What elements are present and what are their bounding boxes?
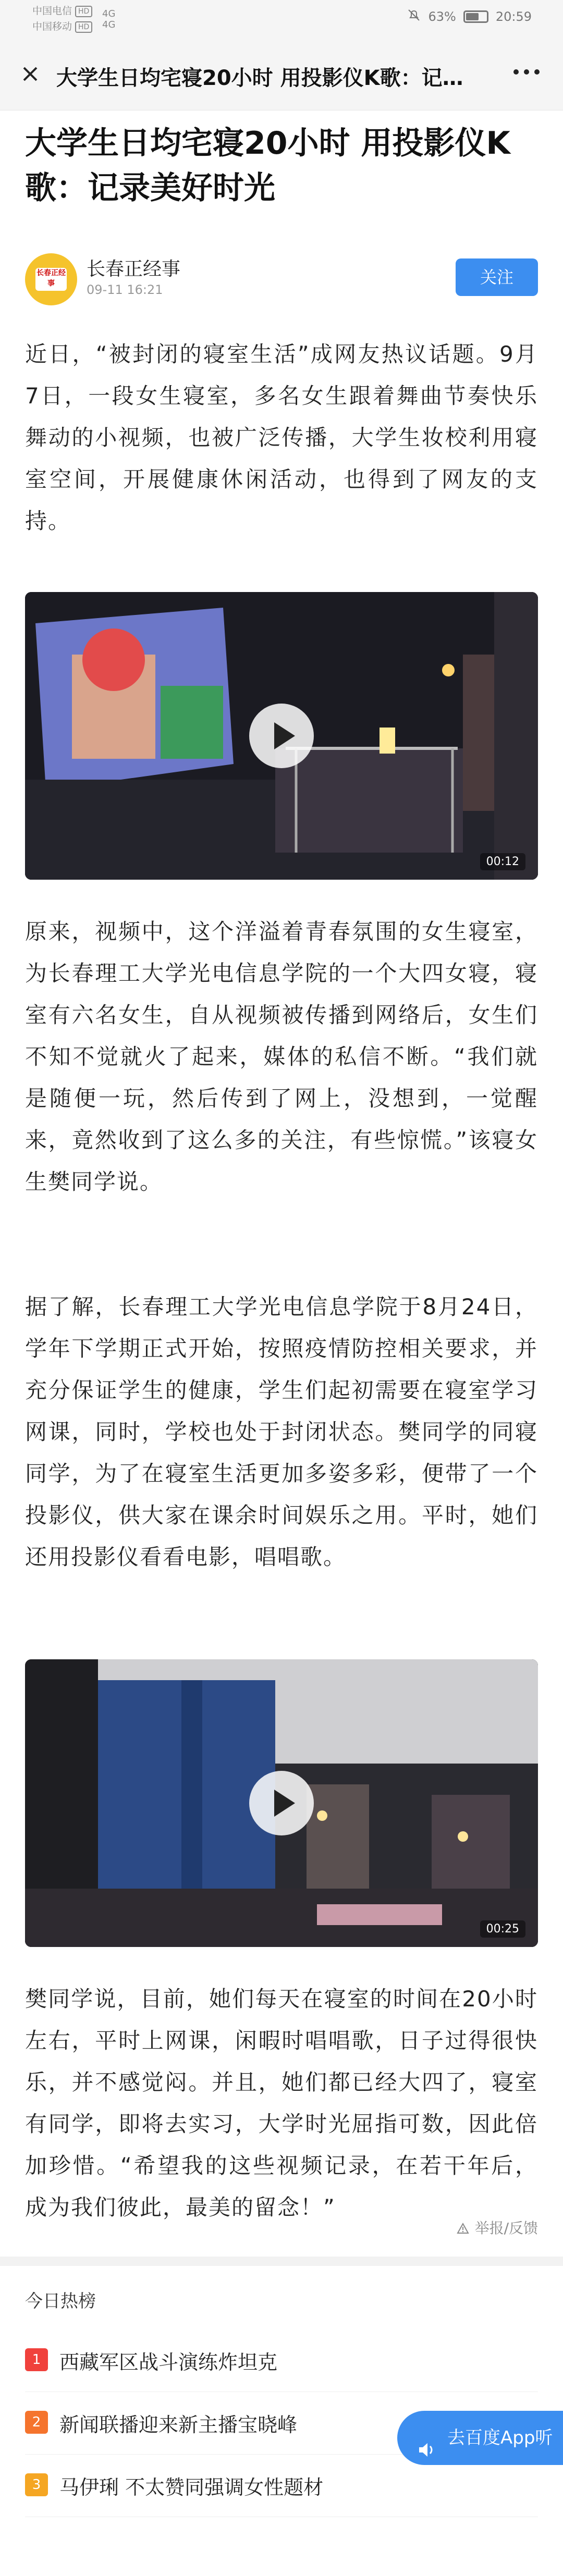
video-player[interactable] (25, 1659, 538, 1947)
video-duration: 00:12 (480, 853, 525, 870)
article-paragraph: 近日，“被封闭的寝室生活”成网友热议话题。9月7日，一段女生寝室，多名女生跟着舞曲节奏快乐舞动的小视频，也被广泛传播，大学生妆校利用寝室空间，开展健康休闲活动，也得到了网友的支持。 (25, 341, 538, 534)
status-bar (0, 0, 563, 38)
article-title: 大学生日均宅寝20小时 用投影仪K歌：记录美好时光 (25, 125, 510, 206)
hot-rank: 1 (25, 2348, 48, 2371)
article-paragraph: 樊同学说，目前，她们每天在寝室的时间在20小时左右，平时上网课，闲暇时唱唱歌，日子过得很快乐，并不感觉闷。并且，她们都已经大四了，寝室有同学，即将去实习，大学时光屈指可数，因此倍加珍惜。“希望我的这些视频记录，在若干年后，成为我们彼此，最美的留念！” (25, 1986, 538, 2220)
hd-badge: HD (75, 21, 92, 33)
hot-item-text: 马伊琍 不太赞同强调女性题材 (59, 2476, 324, 2499)
battery-icon (463, 10, 488, 23)
carrier-info (32, 3, 92, 34)
nav-title: 大学生日均宅寝20小时 用投影仪K歌：记… (56, 66, 463, 90)
follow-button[interactable]: 关注 (456, 258, 538, 296)
hot-item[interactable] (25, 2330, 538, 2392)
signal-1: 4G (102, 8, 116, 19)
hot-list-title: 今日热榜 (25, 2291, 96, 2312)
report-feedback-link[interactable] (456, 2217, 538, 2238)
carrier-1: 中国电信 (32, 5, 72, 17)
video-player[interactable] (25, 592, 538, 880)
hot-rank: 2 (25, 2411, 48, 2434)
more-icon[interactable] (511, 60, 542, 88)
battery-fill (466, 13, 479, 20)
article-paragraph: 据了解，长春理工大学光电信息学院于8月24日，学年下学期正式开始，按照疫情防控相关要求，并充分保证学生的健康，学生们起初需要在寝室学习网课，同时，学校也处于封闭状态。樊同学的同寝同学，为了在寝室生活更加多姿多彩，便带了一个投影仪，供大家在课余时间娱乐之用。平时，她们还用投影仪看看电影，唱唱歌。 (25, 1294, 538, 1570)
report-icon (456, 2220, 475, 2237)
video-duration: 00:25 (480, 1920, 525, 1938)
hot-item-text: 西藏军区战斗演练炸坦克 (59, 2351, 278, 2374)
open-in-app-label: 去百度App听 (447, 2427, 553, 2448)
article-paragraph: 原来，视频中，这个洋溢着青春氛围的女生寝室，为长春理工大学光电信息学院的一个大四女寝，寝室有六名女生，自从视频被传播到网络后，女生们不知不觉就火了起来，媒体的私信不断。“我们就是随便一玩，然后传到了网上，没想到，一觉醒来，竟然收到了这么多的关注，有些惊慌。”该寝女生樊同学说。 (25, 919, 538, 1194)
battery-percent: 63% (428, 9, 456, 24)
hot-rank: 3 (25, 2473, 48, 2496)
nav-bar (0, 38, 563, 110)
signal-indicator (102, 8, 115, 30)
system-indicators (407, 8, 532, 25)
play-icon[interactable] (249, 1771, 314, 1835)
close-icon[interactable] (19, 63, 42, 85)
avatar[interactable] (25, 253, 77, 305)
open-in-app-button[interactable] (397, 2411, 563, 2465)
author-name[interactable]: 长春正经事 (87, 258, 181, 280)
publish-time: 09-11 16:21 (87, 282, 163, 297)
signal-2: 4G (102, 19, 116, 30)
section-divider (0, 2257, 563, 2266)
clock: 20:59 (495, 9, 532, 24)
hot-item-text: 新闻联播迎来新主播宝晓峰 (59, 2413, 298, 2436)
carrier-2: 中国移动 (32, 21, 72, 32)
hd-badge: HD (75, 6, 92, 17)
play-icon[interactable] (249, 704, 314, 768)
author-row (25, 250, 538, 307)
speaker-icon (416, 2427, 437, 2448)
report-label: 举报/反馈 (474, 2220, 538, 2237)
mute-bell-icon (407, 8, 421, 25)
avatar-badge: 长春正经事 (35, 268, 67, 291)
